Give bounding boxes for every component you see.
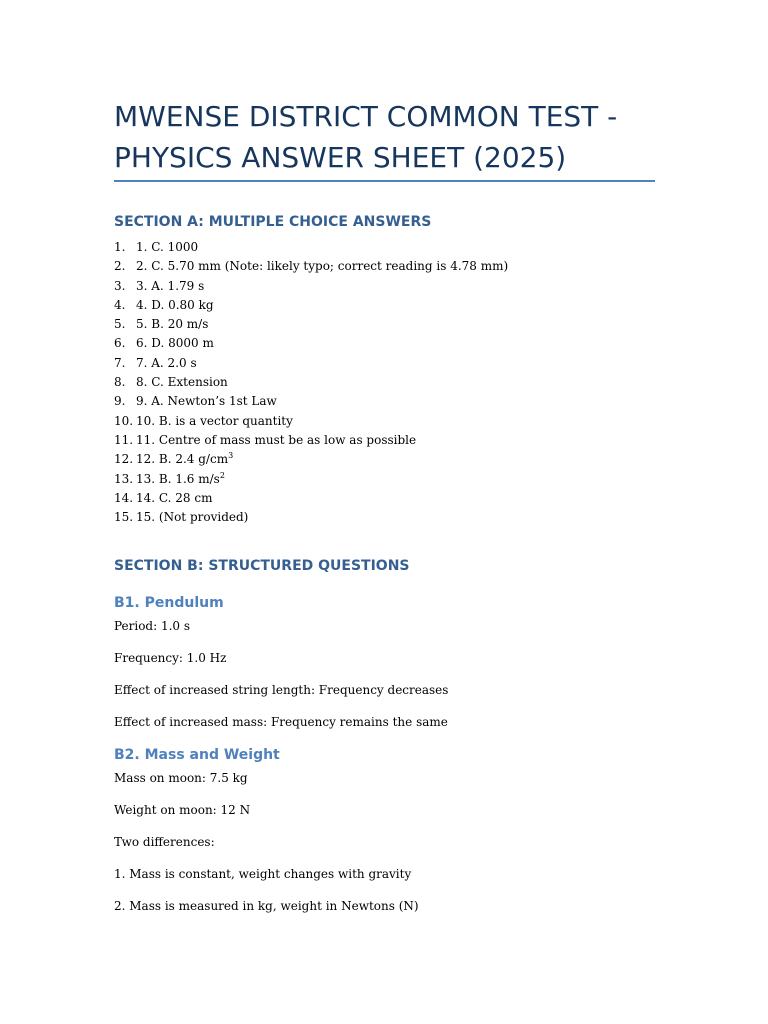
list-number: 1. [114, 240, 126, 254]
answer-text: 15. (Not provided) [136, 510, 249, 525]
superscript: 3 [228, 451, 234, 461]
document-title [114, 96, 656, 178]
answer-text: 12. B. 2.4 g/cm [136, 452, 229, 467]
list-item [114, 450, 508, 469]
list-number: 11. [114, 432, 134, 447]
list-number: 8. [114, 375, 126, 390]
list-number: 6. [114, 336, 126, 351]
list-item [114, 373, 508, 392]
b1-period: Period: 1.0 s [114, 619, 191, 633]
b2-heading: B2. Mass and Weight [114, 747, 280, 763]
answer-text: 9. A. Newton’s 1st Law [136, 394, 277, 409]
list-item [114, 470, 508, 489]
list-number: 9. [114, 394, 126, 409]
list-item [114, 508, 508, 527]
b2-difference-1: 1. Mass is constant, weight changes with gravity [114, 867, 412, 881]
list-number: 4. [114, 297, 126, 312]
list-item [114, 412, 508, 431]
answer-text: 13. B. 1.6 m/s [136, 471, 220, 486]
title-line-1: MWENSE DISTRICT COMMON TEST - [114, 100, 618, 133]
list-number: 15. [114, 510, 134, 525]
list-item [114, 277, 508, 296]
list-item [114, 489, 508, 508]
answer-text: 1. C. 1000 [136, 240, 199, 254]
list-item [114, 334, 508, 353]
list-number: 10. [114, 413, 134, 428]
list-number: 12. [114, 452, 134, 467]
b1-frequency: Frequency: 1.0 Hz [114, 651, 227, 665]
answer-text: 6. D. 8000 m [136, 336, 214, 351]
answer-text: 10. B. is a vector quantity [136, 413, 293, 428]
list-item [114, 431, 508, 450]
answer-text: 3. A. 1.79 s [136, 278, 205, 293]
list-number: 13. [114, 471, 134, 486]
list-item [114, 238, 508, 257]
list-item [114, 354, 508, 373]
answer-text: 5. B. 20 m/s [136, 317, 209, 332]
answer-text: 8. C. Extension [136, 375, 228, 390]
list-number: 14. [114, 490, 134, 505]
b1-length-effect: Effect of increased string length: Frequency decreases [114, 683, 449, 697]
b1-mass-effect: Effect of increased mass: Frequency remains the same [114, 715, 448, 729]
answer-text: 2. C. 5.70 mm (Note: likely typo; correct reading is 4.78 mm) [136, 259, 509, 274]
answer-text: 14. C. 28 cm [136, 490, 213, 505]
b2-mass-moon: Mass on moon: 7.5 kg [114, 771, 248, 785]
list-item [114, 296, 508, 315]
title-line-2: PHYSICS ANSWER SHEET (2025) [114, 141, 567, 174]
multiple-choice-list [114, 238, 508, 527]
answer-text: 4. D. 0.80 kg [136, 297, 214, 312]
list-item [114, 392, 508, 411]
b1-heading: B1. Pendulum [114, 595, 224, 611]
b2-weight-moon: Weight on moon: 12 N [114, 803, 251, 817]
list-item [114, 315, 508, 334]
list-number: 3. [114, 278, 126, 293]
b2-difference-2: 2. Mass is measured in kg, weight in Newtons (N) [114, 899, 419, 913]
superscript: 2 [219, 470, 225, 480]
list-item [114, 257, 508, 276]
section-b-heading: SECTION B: STRUCTURED QUESTIONS [114, 558, 410, 574]
list-number: 5. [114, 317, 126, 332]
section-a-heading: SECTION A: MULTIPLE CHOICE ANSWERS [114, 214, 432, 230]
answer-text: 7. A. 2.0 s [136, 355, 197, 370]
list-number: 7. [114, 355, 126, 370]
b2-differences-label: Two differences: [114, 835, 215, 849]
title-underline [114, 180, 655, 182]
list-number: 2. [114, 259, 126, 274]
answer-text: 11. Centre of mass must be as low as possible [136, 432, 417, 447]
